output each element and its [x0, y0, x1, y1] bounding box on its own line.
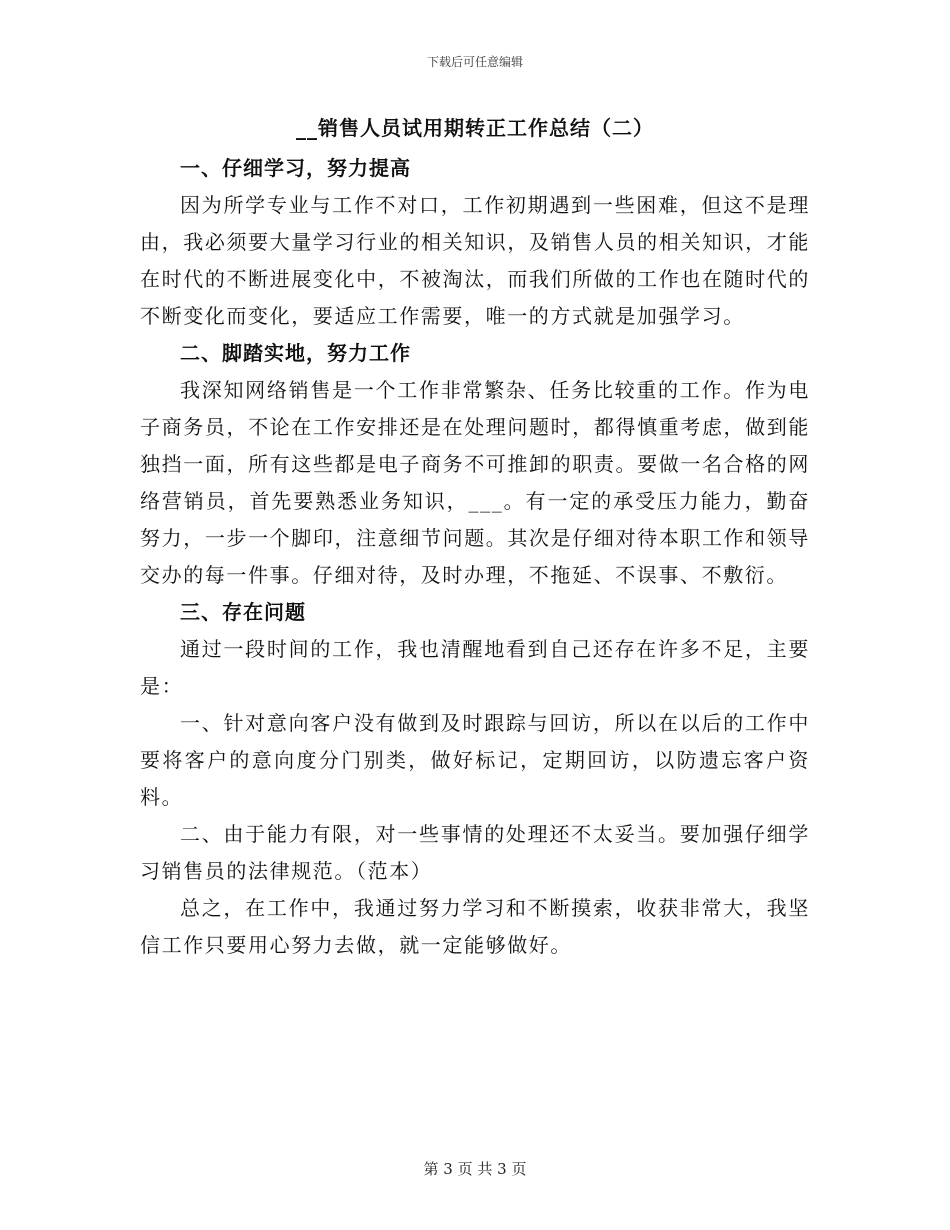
- section-heading-problems: 三、存在问题: [180, 600, 306, 624]
- document-title: __销售人员试用期转正工作总结（二）: [296, 116, 654, 140]
- page-number-footer: 第 3 页 共 3 页: [423, 1160, 527, 1178]
- document-body: [140, 150, 810, 964]
- section-heading-work: 二、脚踏实地，努力工作: [180, 341, 411, 365]
- paragraph-problem-1: 一、针对意向客户没有做到及时跟踪与回访，所以在以后的工作中要将客户的意向度分门别类，做好标记，定期回访，以防遗忘客户资料。: [140, 711, 810, 809]
- paragraph-problem-2: 二、由于能力有限，对一些事情的处理还不太妥当。要加强仔细学习销售员的法律规范。（范本）: [140, 822, 810, 883]
- paragraph-work: 我深知网络销售是一个工作非常繁杂、任务比较重的工作。作为电子商务员，不论在工作安排还是在处理问题时，都得慎重考虑，做到能独挡一面，所有这些都是电子商务不可推卸的职责。要做一名合格的网络营销员，首先要熟悉业务知识，___。有一定的承受压力能力，勤奋努力，一步一个脚印，注意细节问题。其次是仔细对待本职工作和领导交办的每一件事。仔细对待，及时办理，不拖延、不误事、不敷衍。: [140, 378, 810, 587]
- header-note: 下载后可任意编辑: [426, 55, 523, 69]
- section-heading-study: 一、仔细学习，努力提高: [180, 156, 411, 180]
- paragraph-conclusion: 总之，在工作中，我通过努力学习和不断摸索，收获非常大，我坚信工作只要用心努力去做，就一定能够做好。: [140, 896, 810, 957]
- paragraph-study: 因为所学专业与工作不对口，工作初期遇到一些困难，但这不是理由，我必须要大量学习行业的相关知识，及销售人员的相关知识，才能在时代的不断进展变化中，不被淘汰，而我们所做的工作也在随时代的不断变化而变化，要适应工作需要，唯一的方式就是加强学习。: [140, 193, 810, 328]
- paragraph-problems-intro: 通过一段时间的工作，我也清醒地看到自己还存在许多不足，主要是：: [140, 637, 810, 698]
